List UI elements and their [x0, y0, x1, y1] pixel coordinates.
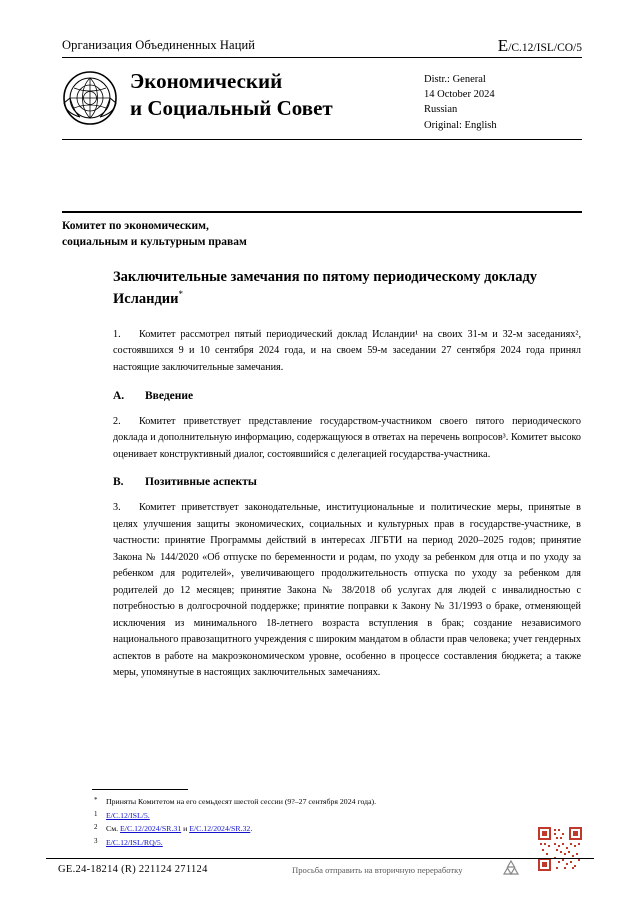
- footer-recycle-text: Просьба отправить на вторичную переработку: [292, 865, 463, 875]
- document-body: [113, 268, 581, 695]
- distribution-line-3: Russian: [424, 104, 458, 116]
- footnote-1-link[interactable]: E/C.12/ISL/5.: [106, 810, 150, 820]
- section-b-title: Позитивные аспекты: [145, 476, 257, 489]
- section-b-letter: B.: [113, 476, 124, 489]
- committee-line-1: Комитет по экономическим,: [62, 220, 209, 232]
- section-positive-aspects: [113, 476, 581, 682]
- footnote-2-mark: 2: [94, 823, 98, 832]
- distribution-line-2: 14 October 2024: [424, 89, 495, 101]
- qr-code: [538, 827, 582, 871]
- title-footnote-mark: *: [178, 288, 183, 299]
- footnote-2: [92, 823, 522, 836]
- paragraph-3-number: 3.: [113, 502, 121, 514]
- footnote-2-link-2[interactable]: E/C.12/2024/SR.32: [189, 824, 251, 834]
- masthead-title: [130, 68, 333, 122]
- section-introduction: [113, 390, 581, 464]
- footnotes-block: [92, 796, 522, 851]
- footnote-1: [92, 810, 522, 823]
- symbol-prefix: E: [497, 36, 509, 55]
- footnote-star-mark: *: [94, 796, 98, 804]
- masthead-line-2: и Социальный Совет: [130, 95, 333, 120]
- paragraph-2: [113, 414, 581, 464]
- un-emblem: [62, 70, 118, 126]
- paragraph-2-number: 2.: [113, 415, 121, 427]
- committee-name: [62, 219, 247, 250]
- paragraph-1: [113, 327, 581, 377]
- footnote-3: [92, 837, 522, 850]
- paragraph-3-text: Комитет приветствует законодательные, институциональные и политические меры, принятые в целях улучшения защиты экономических, социальных и культурных прав в государстве-участнике, в частности: принятие Программы действий в интересах ЛГБТИ на период 2020–2025 годов; принятие Закона № 144/2020 «Об отпуске по беременности и родам, по уходу за ребенком для отца и по уходу за ребенком для родителей», увеличивающего продолжительность отпуска по уходу за ребенком для родителей до 12 месяцев; принятие Закона № 38/2018 об услугах для людей с инвалидностью с потребностью в долгосрочной поддержке; принятие поправки к Закону № 31/1993 о браке, отменяющей исключения из минимального 18-летнего возраста вступления в брак; создание независимого национального правозащитного учреждения с широким мандатом в области прав человека; учет гендерных аспектов в работе на макроэкономическом уровне, особенно в процессе составления бюджета; а также меры, упомянутые в настоящих заключительных замечаниях.: [113, 502, 581, 679]
- distribution-line-1: Distr.: General: [424, 74, 486, 85]
- paragraph-3: [113, 500, 581, 682]
- footnote-2-text-3: .: [250, 824, 253, 834]
- footnote-2-text: См.: [106, 824, 121, 834]
- recycle-icon: [500, 858, 522, 880]
- symbol-suffix: /C.12/ISL/CO/5: [508, 42, 582, 54]
- committee-rule: [62, 211, 582, 213]
- section-b-heading: [113, 476, 581, 488]
- distribution-line-4: Original: English: [424, 119, 497, 131]
- footnote-3-link[interactable]: E/C.12/ISL/RQ/5.: [106, 837, 163, 847]
- page-title-text: Заключительные замечания по пятому периодическому докладу Исландии: [113, 269, 538, 307]
- committee-line-2: социальным и культурным правам: [62, 235, 247, 248]
- footer-document-code: GE.24-18214 (R) 221124 271124: [58, 864, 208, 875]
- footnote-1-mark: 1: [94, 809, 98, 818]
- footnote-star-text: Приняты Комитетом на его семьдесят шестой сессии (9?–27 сентября 2024 года).: [106, 797, 377, 806]
- organization-name: Организация Объединенных Наций: [62, 38, 256, 52]
- masthead-line-1: Экономический: [130, 69, 283, 93]
- paragraph-1-text: Комитет рассмотрел пятый периодический доклад Исландии¹ на своих 31-м и 32-м заседаниях², состоявшихся 9 и 10 сентября 2024 года, и на своем 59-м заседании 27 сентября 2024 года принял настоящие заключительные замечания.: [113, 328, 581, 373]
- footnote-separator: [92, 789, 188, 790]
- document-symbol: [498, 36, 582, 56]
- paragraph-1-number: 1.: [113, 328, 121, 340]
- footnote-3-mark: 3: [94, 836, 98, 845]
- footnote-2-link-1[interactable]: E/C.12/2024/SR.31: [120, 824, 182, 834]
- page-title: [113, 268, 581, 309]
- header-rule-top: [62, 57, 582, 58]
- section-a-title: Введение: [145, 389, 194, 402]
- footnote-star: [92, 796, 522, 809]
- distribution-block: [424, 72, 497, 133]
- section-a-heading: [113, 390, 581, 402]
- paragraph-2-text: Комитет приветствует представление государством-участником своего пятого периодического доклада и дополнительную информацию, содержащуюся в ответах на перечень вопросов³. Комитет высоко оценивает конструктивный диалог, состоявшийся с делегацией государства-участника.: [113, 415, 581, 460]
- header-rule-bottom: [62, 139, 582, 140]
- footnote-2-text-2: и: [181, 824, 190, 834]
- section-a-letter: A.: [113, 389, 125, 402]
